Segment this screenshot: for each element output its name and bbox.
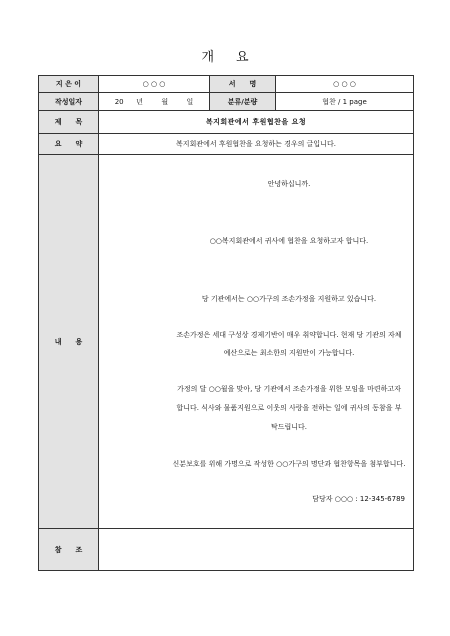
content-attachment: 신분보호를 위해 가명으로 작성한 ○○가구의 명단과 협찬항목을 첨부합니다. [172, 460, 406, 468]
author-label: 지 은 이 [39, 76, 99, 93]
reference-label-2: 조 [75, 545, 83, 554]
signature-label-2: 명 [249, 80, 257, 88]
signature-label [210, 76, 276, 93]
date-label: 작성일자 [39, 93, 99, 111]
summary-label-1: 요 [54, 140, 62, 148]
subject-value: 복지회관에서 후원협찬을 요청 [99, 111, 414, 134]
summary-label [39, 134, 99, 155]
summary-label-2: 약 [75, 140, 83, 148]
content-label [39, 155, 99, 529]
page-title-part-1: 개 [201, 50, 214, 65]
content-contact: 담당자 ○○○ : 12-345-6789 [312, 495, 405, 503]
content-request: ○○복지회관에서 귀사에 협찬을 요청하고자 합니다. [209, 237, 369, 245]
subject-label-2: 목 [75, 118, 83, 126]
author-row [39, 76, 414, 93]
date-value [99, 93, 210, 111]
date-year-unit: 년 [136, 97, 143, 106]
content-greeting: 안녕하십니까. [267, 180, 311, 188]
subject-label [39, 111, 99, 134]
content-intro: 당 기관에서는 ○○가구의 조손가정을 지원하고 있습니다. [201, 295, 377, 303]
date-row [39, 93, 414, 111]
signature-label-1: 서 [228, 80, 236, 88]
category-value: 협찬 / 1 page [276, 93, 414, 111]
content-label-1: 내 [54, 337, 62, 346]
summary-row [39, 134, 414, 155]
reference-label [39, 529, 99, 571]
overview-form-table [38, 75, 414, 571]
reference-row [39, 529, 414, 571]
reference-label-1: 참 [54, 545, 62, 554]
summary-value: 복지회관에서 후원협찬을 요청하는 경우의 글입니다. [99, 134, 414, 155]
author-value: ○ ○ ○ [99, 76, 210, 93]
content-row [39, 155, 414, 529]
page-title-part-2: 요 [236, 50, 249, 65]
signature-value: ○ ○ ○ [276, 76, 414, 93]
subject-label-1: 제 [54, 118, 62, 126]
content-event-line-2: 합니다. 식사와 물품지원으로 이웃의 사랑을 전하는 일에 귀사의 동참을 부 [176, 404, 402, 412]
reference-value [99, 529, 414, 571]
content-situation-line-1: 조손가정은 세대 구성상 경제기반이 매우 취약합니다. 현재 당 기관의 자체 [176, 331, 402, 339]
content-label-2: 용 [75, 337, 83, 346]
date-year: 20 [114, 97, 124, 106]
content-event-line-3: 탁드립니다. [270, 423, 308, 431]
subject-row [39, 111, 414, 134]
content-situation-line-2: 예산으로는 최소한의 지원만이 가능합니다. [223, 349, 355, 357]
date-day-unit: 일 [186, 97, 194, 106]
content-event-line-1: 가정의 달 ○○월을 맞아, 당 기관에서 조손가정을 위한 모임을 마련하고자 [177, 385, 401, 393]
category-label: 분류/분량 [210, 93, 276, 111]
date-month-unit: 월 [161, 97, 169, 106]
page-title [0, 46, 450, 65]
content-body [99, 155, 414, 529]
